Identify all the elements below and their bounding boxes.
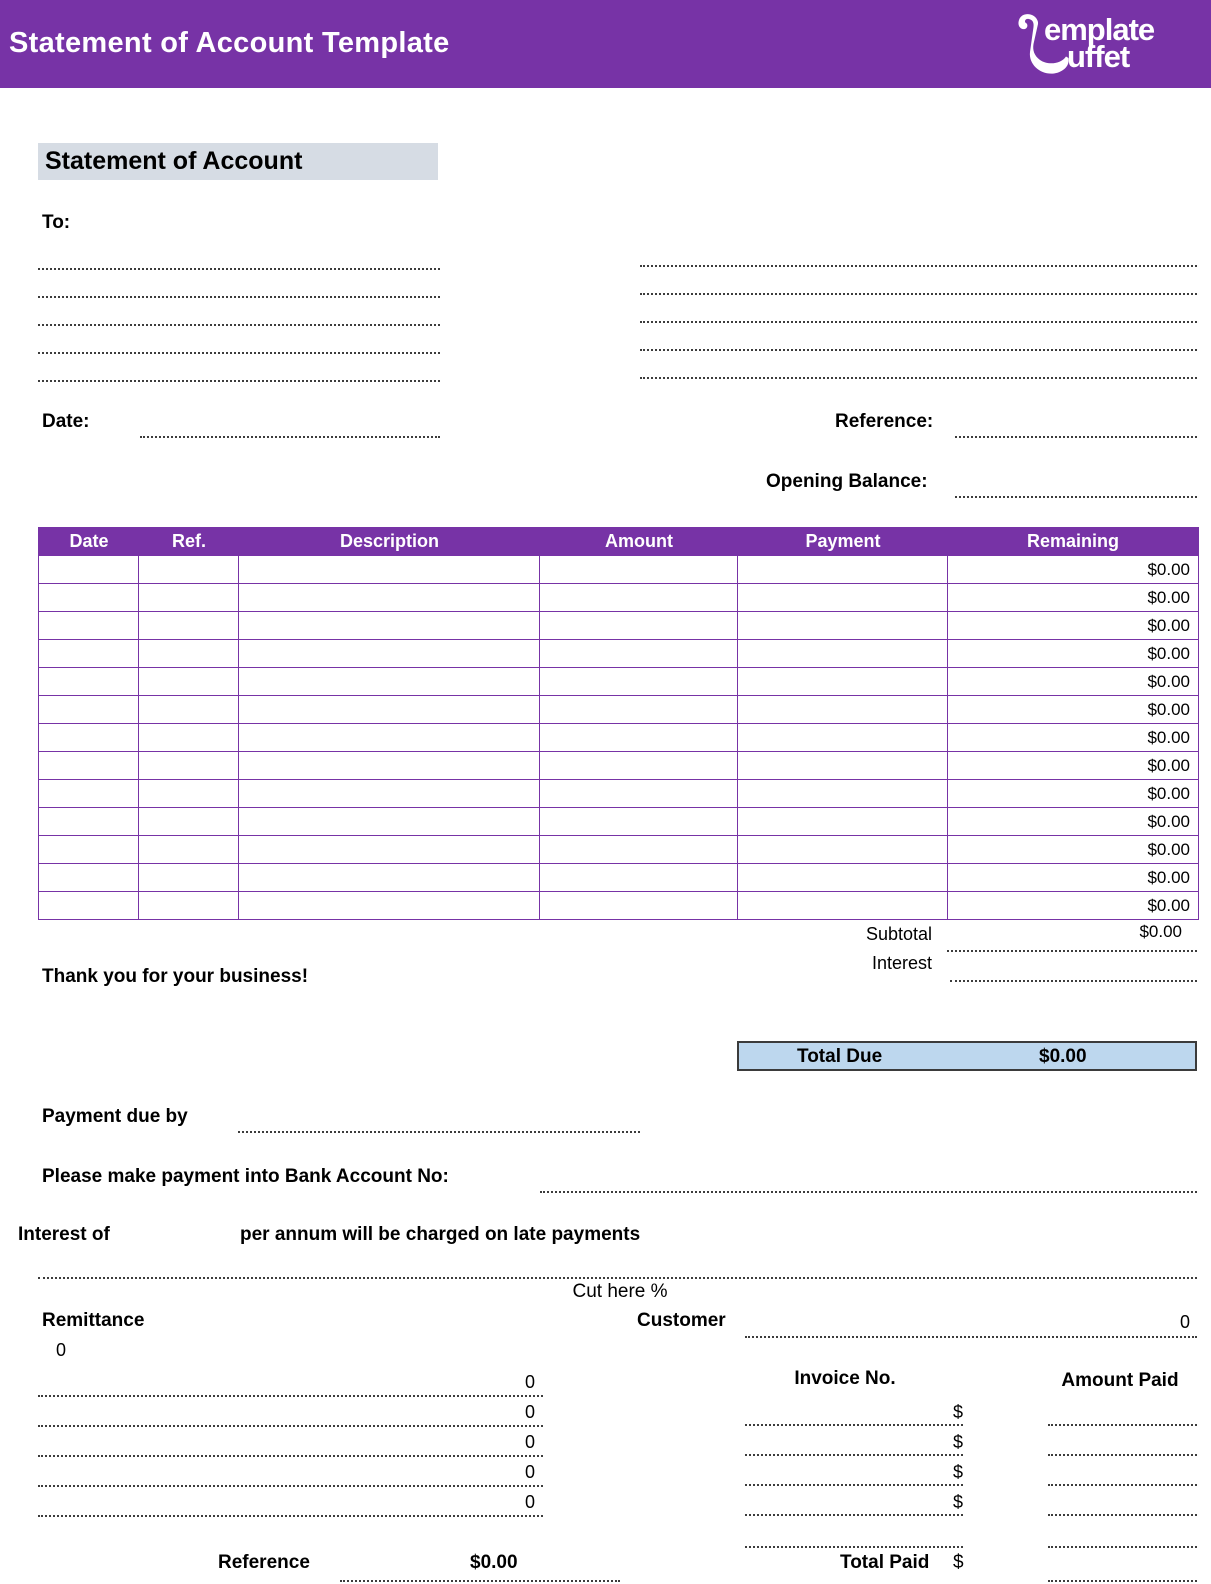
interest-label: Interest	[871, 953, 932, 973]
total-due-label: Total Due	[797, 1046, 883, 1067]
table-cell[interactable]	[239, 891, 540, 919]
interest-note-suffix: per annum will be charged on late payments	[240, 1224, 641, 1245]
table-cell[interactable]	[540, 863, 738, 891]
remittance-value: 0	[56, 1340, 67, 1360]
table-cell[interactable]	[239, 835, 540, 863]
table-cell[interactable]	[738, 779, 948, 807]
amount-paid-input-line[interactable]	[1048, 1452, 1197, 1456]
remaining-cell: $0.00	[948, 807, 1198, 834]
total-due-value: $0.00	[1039, 1046, 1087, 1067]
amount-paid-header: Amount Paid	[1061, 1370, 1179, 1391]
invoice-no-input-line-5[interactable]	[745, 1544, 963, 1548]
table-cell[interactable]	[139, 583, 239, 611]
bank-account-input-line[interactable]	[540, 1189, 1197, 1193]
table-cell[interactable]	[239, 611, 540, 639]
table-cell[interactable]	[39, 751, 139, 779]
table-cell[interactable]	[139, 611, 239, 639]
table-cell[interactable]	[540, 723, 738, 751]
table-cell[interactable]	[239, 779, 540, 807]
cut-here-label: Cut here %	[572, 1281, 668, 1302]
table-cell[interactable]	[738, 863, 948, 891]
invoice-no-input-line[interactable]	[745, 1452, 963, 1456]
table-cell[interactable]	[139, 779, 239, 807]
table-cell[interactable]	[540, 807, 738, 835]
currency-symbol: $	[953, 1462, 964, 1482]
page-banner	[0, 0, 1211, 88]
opening-balance-label: Opening Balance:	[766, 471, 928, 492]
remittance-row-value: 0	[524, 1462, 535, 1482]
remittance-row-line[interactable]	[38, 1483, 543, 1487]
to-address-line-5[interactable]	[38, 378, 440, 382]
currency-symbol: $	[953, 1432, 964, 1452]
column-header-ref: Ref.	[139, 528, 239, 555]
column-header-amount: Amount	[540, 528, 738, 555]
logo-text-line1: emplate	[1044, 12, 1155, 47]
table-cell[interactable]	[540, 583, 738, 611]
column-header-date: Date	[39, 528, 139, 555]
table-cell[interactable]	[540, 891, 738, 919]
remaining-cell: $0.00	[948, 611, 1198, 638]
table-cell[interactable]	[738, 639, 948, 667]
remaining-cell: $0.00	[948, 723, 1198, 750]
table-cell[interactable]	[239, 639, 540, 667]
remittance-row-value: 0	[524, 1432, 535, 1452]
remaining-cell: $0.00	[948, 667, 1198, 694]
remaining-cell: $0.00	[948, 555, 1198, 582]
table-cell[interactable]	[139, 555, 239, 583]
sender-address-line-3[interactable]	[640, 319, 1197, 323]
document-title: Statement of Account	[38, 143, 438, 180]
table-cell[interactable]	[139, 751, 239, 779]
remaining-cell: $0.00	[948, 639, 1198, 666]
table-cell[interactable]	[39, 863, 139, 891]
table-cell[interactable]	[540, 555, 738, 583]
table-cell[interactable]	[39, 583, 139, 611]
remaining-cell: $0.00	[948, 835, 1198, 862]
remittance-row-line[interactable]	[38, 1453, 543, 1457]
table-cell[interactable]	[540, 611, 738, 639]
to-address-line-3[interactable]	[38, 322, 440, 326]
customer-value: 0	[1179, 1312, 1190, 1332]
interest-note-prefix: Interest of	[18, 1224, 110, 1245]
table-cell[interactable]	[139, 891, 239, 919]
to-address-line-1[interactable]	[38, 266, 440, 270]
remittance-row-line[interactable]	[38, 1513, 543, 1517]
invoice-no-input-line[interactable]	[745, 1422, 963, 1426]
table-cell[interactable]	[239, 751, 540, 779]
amount-paid-input-line-5[interactable]	[1048, 1544, 1197, 1548]
total-paid-input-line[interactable]	[1048, 1578, 1197, 1582]
table-cell[interactable]	[239, 695, 540, 723]
remittance-label: Remittance	[42, 1310, 145, 1331]
amount-paid-input-line[interactable]	[1048, 1512, 1197, 1516]
table-cell[interactable]	[738, 751, 948, 779]
to-label: To:	[42, 212, 71, 233]
table-cell[interactable]	[540, 835, 738, 863]
table-cell[interactable]	[139, 863, 239, 891]
date-label: Date:	[42, 411, 90, 432]
opening-balance-input-line[interactable]	[955, 494, 1197, 498]
template-buffet-logo	[1008, 8, 1188, 80]
table-cell[interactable]	[139, 723, 239, 751]
transactions-table	[38, 527, 1199, 920]
table-cell[interactable]	[239, 863, 540, 891]
customer-input-line[interactable]	[745, 1334, 1197, 1338]
remaining-cell: $0.00	[948, 863, 1198, 890]
total-paid-currency-symbol: $	[953, 1552, 964, 1573]
column-header-payment: Payment	[738, 528, 948, 555]
table-cell[interactable]	[39, 723, 139, 751]
currency-symbol: $	[953, 1402, 964, 1422]
table-cell[interactable]	[738, 583, 948, 611]
table-cell[interactable]	[239, 667, 540, 695]
table-cell[interactable]	[738, 667, 948, 695]
table-cell[interactable]	[39, 639, 139, 667]
remittance-row-line[interactable]	[38, 1393, 543, 1397]
reference-input-line[interactable]	[955, 434, 1197, 438]
table-cell[interactable]	[39, 695, 139, 723]
invoice-no-header: Invoice No.	[794, 1368, 896, 1389]
table-cell[interactable]	[738, 807, 948, 835]
table-cell[interactable]	[540, 751, 738, 779]
table-cell[interactable]	[39, 835, 139, 863]
table-cell[interactable]	[540, 639, 738, 667]
remittance-reference-value: $0.00	[470, 1552, 518, 1573]
currency-symbol: $	[953, 1492, 964, 1512]
table-cell[interactable]	[738, 555, 948, 583]
table-cell[interactable]	[239, 583, 540, 611]
date-input-line[interactable]	[140, 434, 440, 438]
table-cell[interactable]	[738, 611, 948, 639]
table-cell[interactable]	[139, 835, 239, 863]
sender-address-line-2[interactable]	[640, 291, 1197, 295]
table-cell[interactable]	[239, 807, 540, 835]
remaining-cell: $0.00	[948, 779, 1198, 806]
remittance-row-line[interactable]	[38, 1423, 543, 1427]
sender-address-line-5[interactable]	[640, 375, 1197, 379]
table-cell[interactable]	[139, 807, 239, 835]
remaining-cell: $0.00	[948, 583, 1198, 610]
table-cell[interactable]	[139, 639, 239, 667]
subtotal-value: $0.00	[1139, 922, 1182, 941]
remittance-row-value: 0	[524, 1492, 535, 1512]
remittance-reference-label: Reference	[218, 1552, 310, 1573]
column-header-remaining: Remaining	[948, 528, 1198, 555]
to-address-line-2[interactable]	[38, 294, 440, 298]
reference-label: Reference:	[835, 411, 934, 432]
remittance-row-value: 0	[524, 1372, 535, 1392]
column-header-description: Description	[239, 528, 540, 555]
amount-paid-input-line[interactable]	[1048, 1422, 1197, 1426]
table-cell[interactable]	[540, 779, 738, 807]
table-cell[interactable]	[540, 667, 738, 695]
logo-text-line2: uffet	[1067, 39, 1130, 74]
subtotal-line[interactable]	[947, 948, 1197, 952]
bank-account-label: Please make payment into Bank Account No:	[42, 1166, 449, 1187]
customer-label: Customer	[637, 1310, 726, 1331]
table-cell[interactable]	[738, 891, 948, 919]
table-cell[interactable]	[139, 695, 239, 723]
table-cell[interactable]	[239, 555, 540, 583]
interest-input-line[interactable]	[950, 978, 1197, 982]
remaining-cell: $0.00	[948, 891, 1198, 918]
payment-due-by-label: Payment due by	[42, 1106, 188, 1127]
table-cell[interactable]	[139, 667, 239, 695]
table-cell[interactable]	[239, 723, 540, 751]
page-banner-title: Statement of Account Template	[9, 27, 450, 59]
table-cell[interactable]	[39, 779, 139, 807]
table-cell[interactable]	[738, 723, 948, 751]
table-cell[interactable]	[39, 807, 139, 835]
remaining-cell: $0.00	[948, 751, 1198, 778]
table-cell[interactable]	[39, 611, 139, 639]
total-due-box	[737, 1041, 1197, 1071]
remaining-cell: $0.00	[948, 695, 1198, 722]
table-cell[interactable]	[540, 695, 738, 723]
remittance-reference-line[interactable]	[340, 1578, 620, 1582]
total-paid-label: Total Paid	[840, 1552, 930, 1573]
table-cell[interactable]	[39, 555, 139, 583]
payment-due-by-input-line[interactable]	[238, 1129, 640, 1133]
table-cell[interactable]	[738, 695, 948, 723]
sender-address-line-1[interactable]	[640, 263, 1197, 267]
to-address-line-4[interactable]	[38, 350, 440, 354]
invoice-no-input-line[interactable]	[745, 1512, 963, 1516]
amount-paid-input-line[interactable]	[1048, 1482, 1197, 1486]
table-cell[interactable]	[39, 891, 139, 919]
sender-address-line-4[interactable]	[640, 347, 1197, 351]
subtotal-label: Subtotal	[865, 924, 932, 944]
table-cell[interactable]	[39, 667, 139, 695]
remittance-row-value: 0	[524, 1402, 535, 1422]
thank-you-message: Thank you for your business!	[42, 966, 309, 987]
invoice-no-input-line[interactable]	[745, 1482, 963, 1486]
cut-here-dashed-line	[38, 1275, 1197, 1279]
table-cell[interactable]	[738, 835, 948, 863]
